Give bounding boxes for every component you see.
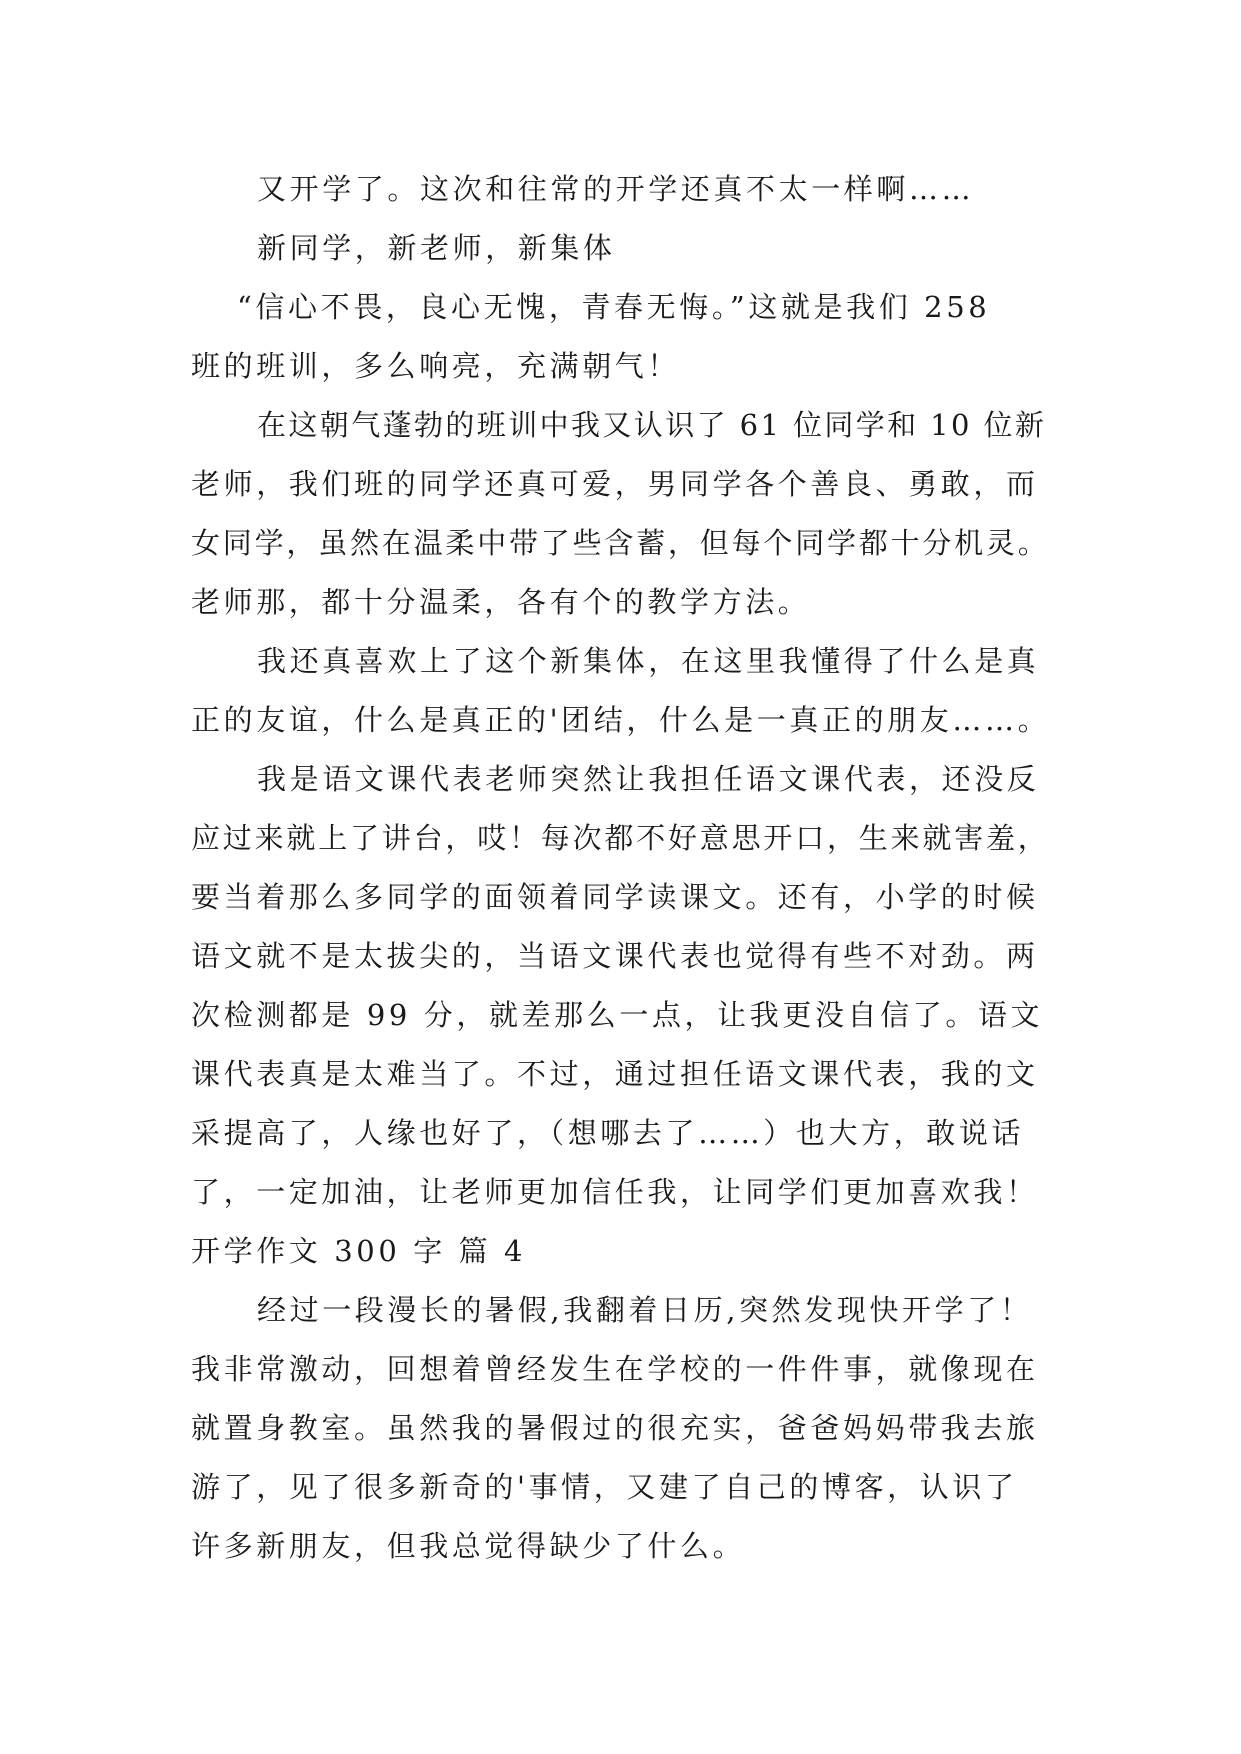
section-heading: 开学作文 300 字 篇 4 bbox=[191, 1234, 527, 1268]
paragraph-line: 经过一段漫长的暑假,我翻着日历,突然发现快开学了！ bbox=[257, 1293, 1033, 1327]
paragraph-line: 应过来就上了讲台，哎！每次都不好意思开口，生来就害羞， bbox=[191, 821, 1050, 855]
paragraph-line: 次检测都是 99 分，就差那么一点，让我更没自信了。语文 bbox=[191, 998, 1044, 1032]
paragraph-line: 了，一定加油，让老师更加信任我，让同学们更加喜欢我！ bbox=[191, 1175, 1039, 1209]
paragraph-line: 班的班训，多么响亮，充满朝气！ bbox=[191, 349, 681, 383]
paragraph-line: 老师那，都十分温柔，各有个的教学方法。 bbox=[191, 585, 811, 619]
paragraph-line: 我是语文课代表老师突然让我担任语文课代表，还没反 bbox=[257, 762, 1040, 796]
paragraph-line: 我非常激动，回想着曾经发生在学校的一件件事，就像现在 bbox=[191, 1352, 1039, 1386]
paragraph-line: 在这朝气蓬勃的班训中我又认识了 61 位同学和 10 位新 bbox=[257, 408, 1047, 442]
essay-text bbox=[191, 160, 1051, 1576]
paragraph-line: 老师，我们班的同学还真可爱，男同学各个善良、勇敢，而 bbox=[191, 467, 1039, 501]
paragraph-line: 我还真喜欢上了这个新集体，在这里我懂得了什么是真 bbox=[257, 644, 1040, 678]
paragraph-line: 要当着那么多同学的面领着同学读课文。还有，小学的时候 bbox=[191, 880, 1039, 914]
paragraph-line: 女同学，虽然在温柔中带了些含蓄，但每个同学都十分机灵。 bbox=[191, 526, 1050, 560]
paragraph-line: 又开学了。这次和往常的开学还真不太一样啊…… bbox=[257, 172, 975, 206]
paragraph-line: 采提高了，人缘也好了，（想哪去了……）也大方，敢说话 bbox=[191, 1116, 1025, 1150]
paragraph-line: 语文就不是太拔尖的，当语文课代表也觉得有些不对劲。两 bbox=[191, 939, 1039, 973]
paragraph-line: 游了，见了很多新奇的'事情，又建了自己的博客，认识了 bbox=[191, 1470, 1018, 1504]
paragraph-line: 就置身教室。虽然我的暑假过的很充实，爸爸妈妈带我去旅 bbox=[191, 1411, 1039, 1445]
paragraph-line: “信心不畏，良心无愧，青春无悔。”这就是我们 258 bbox=[237, 290, 991, 324]
paragraph-line: 许多新朋友，但我总觉得缺少了什么。 bbox=[191, 1529, 746, 1563]
paragraph-line: 课代表真是太难当了。不过，通过担任语文课代表，我的文 bbox=[191, 1057, 1039, 1091]
paragraph-line: 新同学，新老师，新集体 bbox=[257, 231, 616, 265]
paragraph-line: 正的友谊，什么是真正的'团结，什么是一真正的朋友……。 bbox=[191, 703, 1051, 737]
